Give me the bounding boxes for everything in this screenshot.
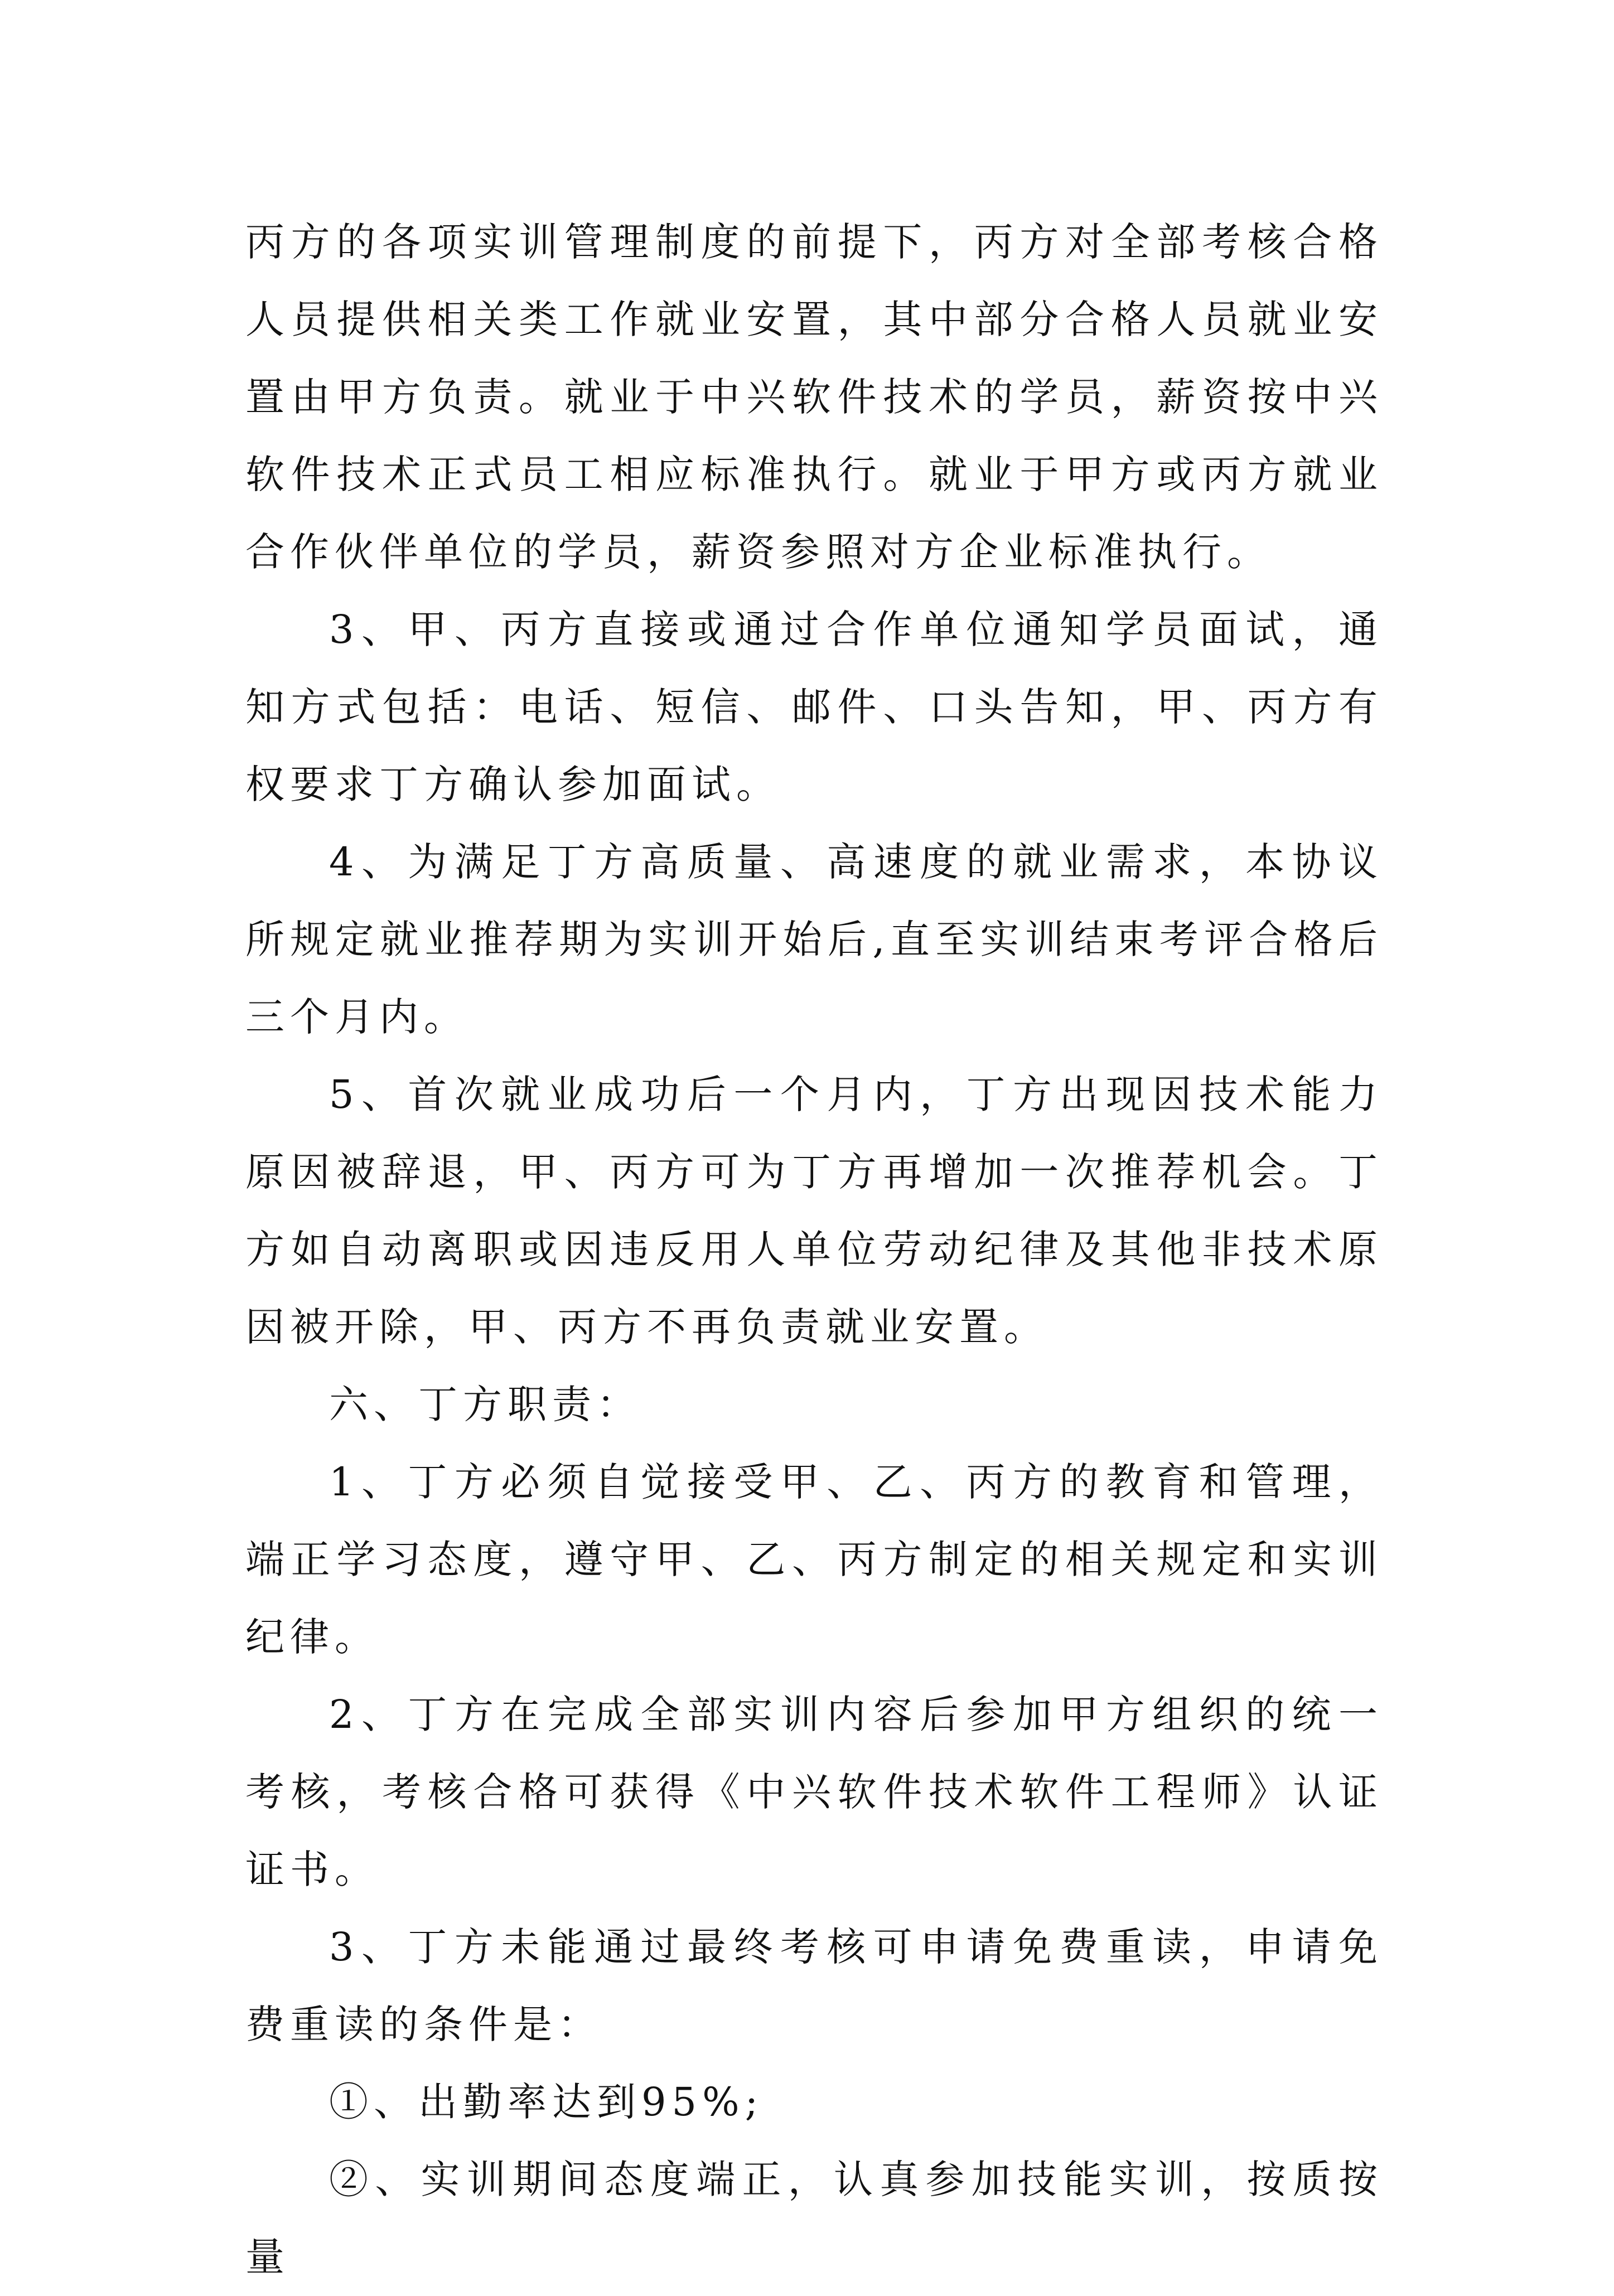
paragraph-interview-notice: 3、甲、丙方直接或通过合作单位通知学员面试，通知方式包括：电话、短信、邮件、口头告知，甲、丙方有权要求丁方确认参加面试。: [245, 607, 1383, 807]
paragraph-reemployment: 5、首次就业成功后一个月内，丁方出现因技术能力原因被辞退，甲、丙方可为丁方再增加一次推荐机会。丁方如自动离职或因违反用人单位劳动纪律及其他非技术原因被开除，甲、丙方不再负责就业安置。: [245, 1072, 1383, 1350]
section-heading-ding-duties: 六、丁方职责：: [329, 1382, 641, 1427]
paragraph-duty-3: 3、丁方未能通过最终考核可申请免费重读，申请免费重读的条件是：: [245, 1924, 1383, 2047]
paragraph-employment-placement: 丙方的各项实训管理制度的前提下，丙方对全部考核合格人员提供相关类工作就业安置，其中部分合格人员就业安置由甲方负责。就业于中兴软件技术的学员，薪资按中兴软件技术正式员工相应标准执行。就业于甲方或丙方就业合作伙伴单位的学员，薪资参照对方企业标准执行。: [245, 219, 1383, 575]
paragraph-duty-1: 1、丁方必须自觉接受甲、乙、丙方的教育和管理，端正学习态度，遵守甲、乙、丙方制定的相关规定和实训纪律。: [245, 1459, 1383, 1660]
paragraph-duty-2: 2、丁方在完成全部实训内容后参加甲方组织的统一考核，考核合格可获得《中兴软件技术软件工程师》认证证书。: [245, 1692, 1383, 1892]
document-body: [245, 204, 1383, 2296]
list-item-condition-2: ②、实训期间态度端正，认真参加技能实训，按质按量: [245, 2157, 1383, 2280]
paragraph-recommendation-period: 4、为满足丁方高质量、高速度的就业需求，本协议所规定就业推荐期为实训开始后,直至实训结束考评合格后三个月内。: [245, 839, 1383, 1040]
list-item-condition-1: ①、出勤率达到95%;: [329, 2079, 764, 2125]
